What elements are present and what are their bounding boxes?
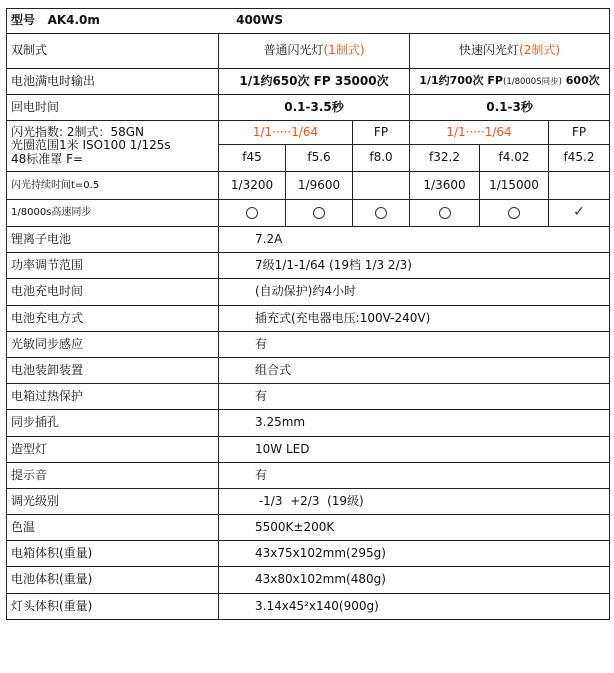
spec-value: -1/3 +2/3 (19级) bbox=[219, 488, 610, 514]
mode-normal bbox=[219, 34, 410, 69]
guide-label-line: 48标准罩 F= bbox=[11, 151, 84, 166]
spec-row bbox=[7, 436, 610, 462]
fnum-cell: f45.2 bbox=[549, 145, 610, 172]
spec-label: 电箱体积(重量) bbox=[7, 541, 219, 567]
guide-normal-fp: FP bbox=[353, 121, 410, 145]
guide-normal-range: 1/1·····1/64 bbox=[219, 121, 353, 145]
spec-label: 电池装卸装置 bbox=[7, 357, 219, 383]
circle-icon bbox=[246, 207, 258, 219]
mode-normal-prefix: 普通闪光灯 bbox=[263, 43, 324, 58]
fnum-cell: f32.2 bbox=[410, 145, 480, 172]
guide-label bbox=[7, 121, 219, 172]
spec-label: 电池充电方式 bbox=[7, 305, 219, 331]
spec-value: 7.2A bbox=[219, 227, 610, 253]
model-label: 型号 bbox=[11, 13, 36, 28]
full-output-fast-main: 1/1约700次 FP bbox=[419, 74, 503, 88]
model-ws: 400WS bbox=[236, 13, 284, 28]
check-icon: ✓ bbox=[573, 204, 585, 221]
spec-row bbox=[7, 462, 610, 488]
duration-cell: 1/9600 bbox=[286, 172, 353, 200]
model-value: AK4.0m bbox=[47, 13, 100, 28]
spec-label: 调光级别 bbox=[7, 488, 219, 514]
spec-row bbox=[7, 253, 610, 279]
spec-value: 有 bbox=[219, 462, 610, 488]
hss-cell bbox=[219, 199, 286, 227]
spec-value: 43x80x102mm(480g) bbox=[219, 567, 610, 593]
duration-cell bbox=[549, 172, 610, 200]
guide-row-1 bbox=[7, 121, 610, 145]
spec-value: 3.14x45²x140(900g) bbox=[219, 593, 610, 619]
spec-value: 10W LED bbox=[219, 436, 610, 462]
recycle-row bbox=[7, 95, 610, 121]
spec-row bbox=[7, 593, 610, 619]
spec-row bbox=[7, 488, 610, 514]
duration-cell bbox=[353, 172, 410, 200]
guide-fast-fp: FP bbox=[549, 121, 610, 145]
spec-row bbox=[7, 410, 610, 436]
spec-row bbox=[7, 541, 610, 567]
circle-icon bbox=[508, 207, 520, 219]
spec-row bbox=[7, 567, 610, 593]
spec-label: 光敏同步感应 bbox=[7, 331, 219, 357]
hss-row bbox=[7, 199, 610, 227]
hss-cell bbox=[286, 199, 353, 227]
duration-cell: 1/3600 bbox=[410, 172, 480, 200]
model-cell bbox=[7, 9, 610, 34]
spec-label: 电池体积(重量) bbox=[7, 567, 219, 593]
duration-cell: 1/15000 bbox=[480, 172, 549, 200]
spec-value: 7级1/1-1/64 (19档 1/3 2/3) bbox=[219, 253, 610, 279]
hss-cell bbox=[410, 199, 480, 227]
full-output-row bbox=[7, 69, 610, 95]
fnum-cell: f8.0 bbox=[353, 145, 410, 172]
spec-row bbox=[7, 279, 610, 305]
spec-label: 功率调节范围 bbox=[7, 253, 219, 279]
full-output-fast bbox=[410, 69, 610, 95]
guide-label-line: 光圈范围1米 ISO100 1/125s bbox=[11, 138, 171, 153]
spec-row bbox=[7, 305, 610, 331]
spec-label: 锂离子电池 bbox=[7, 227, 219, 253]
recycle-label: 回电时间 bbox=[7, 95, 219, 121]
circle-icon bbox=[313, 207, 325, 219]
guide-label-line: 闪光指数: 2制式：58GN bbox=[11, 125, 145, 140]
spec-value: 有 bbox=[219, 331, 610, 357]
spec-value: 3.25mm bbox=[219, 410, 610, 436]
recycle-fast: 0.1-3秒 bbox=[410, 95, 610, 121]
spec-table bbox=[6, 8, 610, 620]
spec-label: 提示音 bbox=[7, 462, 219, 488]
spec-row bbox=[7, 357, 610, 383]
mode-label: 双制式 bbox=[7, 34, 219, 69]
mode-fast-suffix: (2制式) bbox=[519, 43, 561, 58]
hss-cell bbox=[353, 199, 410, 227]
mode-fast bbox=[410, 34, 610, 69]
mode-fast-prefix: 快速闪光灯 bbox=[459, 43, 520, 58]
duration-row bbox=[7, 172, 610, 200]
spec-label: 灯头体积(重量) bbox=[7, 593, 219, 619]
mode-normal-suffix: (1制式) bbox=[323, 43, 365, 58]
full-output-fast-small: (1/8000S同步) bbox=[503, 77, 562, 88]
hss-cell bbox=[549, 199, 610, 227]
model-row bbox=[7, 9, 610, 34]
full-output-label: 电池满电时输出 bbox=[7, 69, 219, 95]
spec-row bbox=[7, 384, 610, 410]
spec-value: 组合式 bbox=[219, 357, 610, 383]
spec-value: (自动保护)约4小时 bbox=[219, 279, 610, 305]
recycle-normal: 0.1-3.5秒 bbox=[219, 95, 410, 121]
duration-cell: 1/3200 bbox=[219, 172, 286, 200]
guide-fast-range: 1/1·····1/64 bbox=[410, 121, 549, 145]
spec-row bbox=[7, 331, 610, 357]
circle-icon bbox=[375, 207, 387, 219]
spec-value: 有 bbox=[219, 384, 610, 410]
spec-label: 电箱过热保护 bbox=[7, 384, 219, 410]
circle-icon bbox=[439, 207, 451, 219]
spec-value: 5500K±200K bbox=[219, 515, 610, 541]
spec-label: 色温 bbox=[7, 515, 219, 541]
spec-row bbox=[7, 515, 610, 541]
spec-row bbox=[7, 227, 610, 253]
duration-label: 闪光持续时间t=0.5 bbox=[7, 172, 219, 200]
spec-value: 插充式(充电器电压:100V-240V) bbox=[219, 305, 610, 331]
mode-row bbox=[7, 34, 610, 69]
fnum-cell: f4.02 bbox=[480, 145, 549, 172]
hss-cell bbox=[480, 199, 549, 227]
spec-label: 同步插孔 bbox=[7, 410, 219, 436]
full-output-normal: 1/1约650次 FP 35000次 bbox=[219, 69, 410, 95]
fnum-cell: f5.6 bbox=[286, 145, 353, 172]
spec-label: 造型灯 bbox=[7, 436, 219, 462]
hss-label: 1/8000s高速同步 bbox=[7, 199, 219, 227]
fnum-cell: f45 bbox=[219, 145, 286, 172]
spec-value: 43x75x102mm(295g) bbox=[219, 541, 610, 567]
spec-label: 电池充电时间 bbox=[7, 279, 219, 305]
full-output-fast-tail: 600次 bbox=[565, 74, 600, 88]
